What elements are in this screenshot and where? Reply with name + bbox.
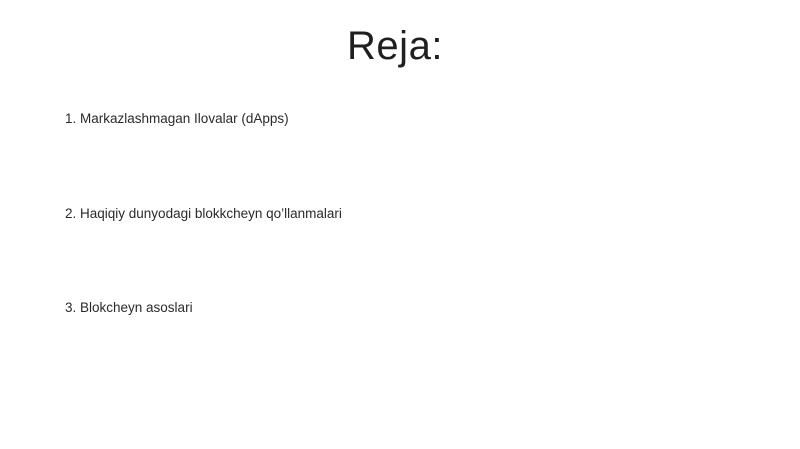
slide-title: Reja: xyxy=(347,24,443,68)
agenda-item-blockchain-basics: 3. Blokcheyn asoslari xyxy=(65,300,193,315)
agenda-item-dapps: 1. Markazlashmagan Ilovalar (dApps) xyxy=(65,111,289,126)
agenda-item-real-world-applications: 2. Haqiqiy dunyodagi blokkcheyn qo’llanmalari xyxy=(65,206,342,221)
